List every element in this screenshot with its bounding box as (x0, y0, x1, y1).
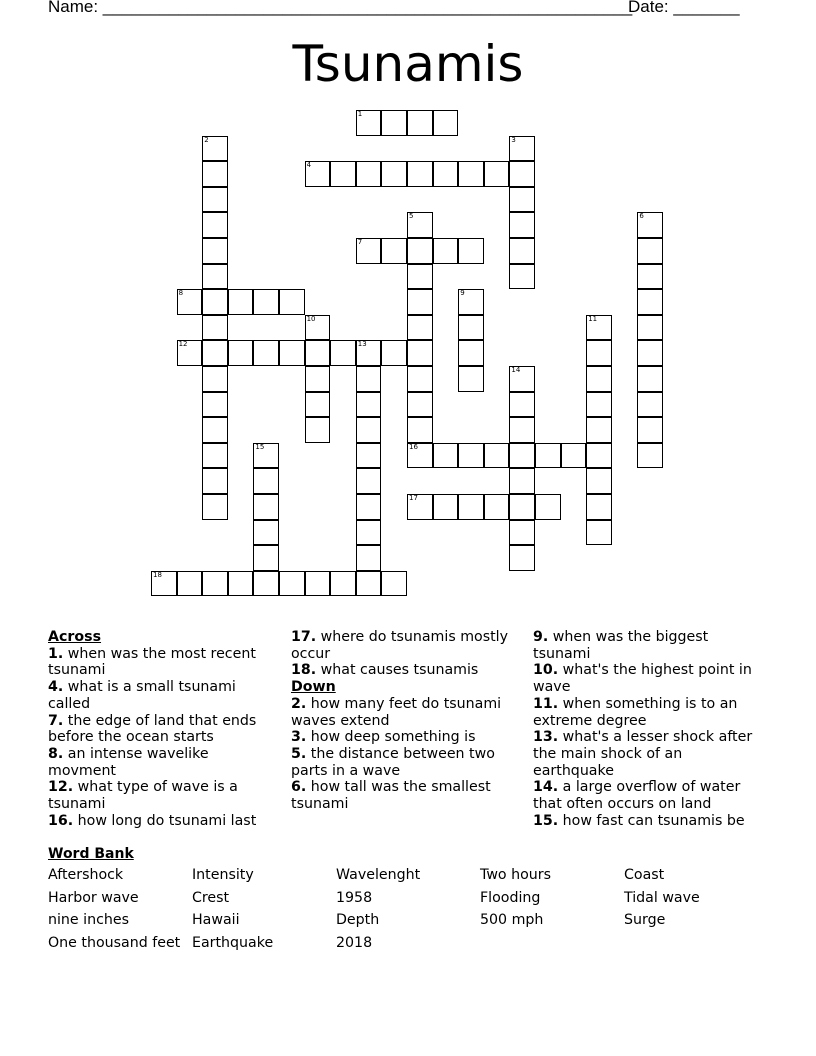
word-bank-item: Intensity (192, 867, 254, 883)
clue-down-5 (291, 746, 519, 779)
clue-number-label: 14 (511, 366, 521, 374)
crossword-cell[interactable] (253, 494, 279, 520)
crossword-cell[interactable] (458, 443, 484, 469)
crossword-cell[interactable] (305, 417, 331, 443)
crossword-cell[interactable] (356, 545, 382, 571)
crossword-cell[interactable] (202, 315, 228, 341)
clue-number-label: 3 (511, 135, 516, 144)
clue-number: 5. (291, 745, 307, 762)
crossword-cell[interactable] (407, 494, 433, 520)
clue-across-18 (291, 662, 519, 679)
crossword-cell[interactable] (407, 392, 433, 418)
clue-number-label: 18 (153, 570, 162, 579)
crossword-cell[interactable] (637, 264, 663, 290)
crossword-cell[interactable] (407, 110, 433, 136)
crossword-cell[interactable] (356, 366, 382, 392)
crossword-cell[interactable] (228, 289, 254, 315)
crossword-cell[interactable] (381, 340, 407, 366)
clue-text: how long do tsunami last (73, 812, 257, 829)
crossword-cell[interactable] (561, 443, 587, 469)
clue-number: 16. (48, 812, 74, 829)
clue-number: 6. (291, 779, 307, 796)
clue-text: what type of wave is a tsunami (48, 779, 238, 813)
crossword-cell[interactable] (484, 443, 510, 469)
clue-text: how fast can tsunamis be (558, 812, 745, 829)
crossword-cell[interactable] (637, 238, 663, 264)
crossword-cell[interactable] (279, 571, 305, 597)
clue-number: 2. (291, 695, 307, 712)
clue-number: 9. (533, 629, 549, 645)
crossword-cell[interactable] (381, 110, 407, 136)
crossword-cell[interactable] (458, 238, 484, 264)
word-bank-title: Word Bank (48, 846, 134, 862)
crossword-cell[interactable] (305, 340, 331, 366)
crossword-cell[interactable] (586, 520, 612, 546)
clue-text: the edge of land that ends before the ocean starts (48, 712, 257, 746)
clue-across-4 (48, 679, 276, 712)
crossword-cell[interactable] (586, 315, 612, 341)
word-bank-item: Aftershock (48, 867, 124, 883)
crossword-cell[interactable] (202, 417, 228, 443)
crossword-cell[interactable] (202, 392, 228, 418)
crossword-cell[interactable] (305, 161, 331, 187)
crossword-cell[interactable] (381, 238, 407, 264)
clue-down-13 (533, 729, 765, 779)
crossword-cell[interactable] (535, 494, 561, 520)
crossword-cell[interactable] (356, 520, 382, 546)
crossword-cell[interactable] (253, 520, 279, 546)
clue-number: 14. (533, 779, 559, 796)
crossword-cell[interactable] (458, 366, 484, 392)
crossword-cell[interactable] (637, 212, 663, 238)
clues-column-3 (533, 629, 765, 829)
clue-text: when was the most recent tsunami (48, 645, 256, 679)
crossword-cell[interactable] (305, 392, 331, 418)
crossword-cell[interactable] (253, 545, 279, 571)
crossword-cell[interactable] (586, 392, 612, 418)
crossword-cell[interactable] (253, 340, 279, 366)
clue-down-14 (533, 779, 765, 812)
crossword-cell[interactable] (202, 264, 228, 290)
clue-text: when was the biggest tsunami (533, 629, 709, 662)
clue-number-label: 11 (588, 314, 598, 323)
crossword-cell[interactable] (202, 340, 228, 366)
crossword-cell[interactable] (509, 161, 535, 187)
clue-number-label: 4 (306, 161, 312, 170)
word-bank-item: Tidal wave (624, 889, 700, 906)
crossword-cell[interactable] (356, 110, 382, 136)
crossword-cell[interactable] (484, 494, 510, 520)
crossword-cell[interactable] (305, 366, 331, 392)
word-bank-item: Harbor wave (48, 889, 139, 906)
crossword-cell[interactable] (228, 340, 254, 366)
word-bank (48, 867, 768, 952)
crossword-cell[interactable] (407, 238, 433, 264)
crossword-cell[interactable] (356, 161, 382, 187)
clue-number: 15. (533, 812, 559, 829)
clue-down-15 (533, 813, 765, 830)
crossword-cell[interactable] (433, 110, 459, 136)
clue-number-label: 1 (357, 110, 363, 118)
clue-number-label: 16 (409, 442, 418, 451)
crossword-cell[interactable] (407, 366, 433, 392)
crossword-cell[interactable] (509, 520, 535, 546)
crossword-cell[interactable] (202, 366, 228, 392)
crossword-cell[interactable] (407, 212, 433, 238)
crossword-cell[interactable] (586, 417, 612, 443)
crossword-cell[interactable] (509, 212, 535, 238)
word-bank-item: Depth (336, 912, 380, 929)
crossword-cell[interactable] (509, 136, 535, 162)
clue-number-label: 8 (178, 289, 184, 298)
crossword-cell[interactable] (637, 315, 663, 341)
crossword-cell[interactable] (151, 571, 177, 597)
clue-across-1 (48, 646, 276, 679)
crossword-cell[interactable] (177, 289, 203, 315)
crossword-cell[interactable] (356, 238, 382, 264)
crossword-cell[interactable] (509, 417, 535, 443)
clue-across-7 (48, 713, 276, 746)
clue-number: 11. (533, 695, 559, 712)
clue-number: 13. (533, 729, 559, 746)
word-bank-item: Hawaii (192, 912, 240, 929)
crossword-cell[interactable] (202, 136, 228, 162)
name-field-label: Name: ________________________________________________________ (48, 0, 633, 16)
word-bank-item: Flooding (480, 889, 541, 906)
across-heading: Across (48, 629, 102, 645)
crossword-cell[interactable] (637, 392, 663, 418)
word-bank-item: nine inches (48, 912, 130, 929)
crossword-cell[interactable] (356, 571, 382, 597)
clue-text: how many feet do tsunami waves extend (291, 695, 502, 729)
crossword-cell[interactable] (177, 571, 203, 597)
crossword-cell[interactable] (458, 340, 484, 366)
crossword-cell[interactable] (202, 289, 228, 315)
crossword-cell[interactable] (305, 315, 331, 341)
crossword-cell[interactable] (433, 161, 459, 187)
clue-text: what's a lesser shock after the main shock of an earthquake (533, 729, 753, 779)
crossword-cell[interactable] (433, 238, 459, 264)
word-bank-item: Coast (624, 867, 665, 883)
clue-number: 10. (533, 662, 559, 679)
crossword-cell[interactable] (458, 161, 484, 187)
clue-down-11 (533, 696, 765, 729)
crossword-cell[interactable] (458, 494, 484, 520)
crossword-cell[interactable] (356, 417, 382, 443)
crossword-cell[interactable] (586, 443, 612, 469)
crossword-cell[interactable] (253, 289, 279, 315)
crossword-cell[interactable] (202, 443, 228, 469)
crossword-cell[interactable] (202, 161, 228, 187)
clue-down-2 (291, 696, 519, 729)
crossword-cell[interactable] (330, 161, 356, 187)
crossword-cell[interactable] (509, 545, 535, 571)
crossword-cell[interactable] (279, 340, 305, 366)
clue-number-label: 12 (178, 340, 188, 349)
clue-number: 7. (48, 712, 64, 729)
clue-down-9 (533, 629, 765, 662)
crossword-cell[interactable] (330, 571, 356, 597)
clue-number: 8. (48, 745, 64, 762)
crossword-cell[interactable] (356, 468, 382, 494)
word-bank-item: 1958 (336, 889, 373, 906)
clues-column-1 (48, 629, 276, 829)
clue-number-label: 15 (255, 442, 265, 451)
word-bank-item: One thousand feet (48, 934, 181, 951)
crossword-cell[interactable] (228, 571, 254, 597)
clue-down-10 (533, 662, 765, 695)
clue-down-3 (291, 729, 519, 746)
word-bank-item: 500 mph (480, 912, 544, 929)
crossword-cell[interactable] (637, 340, 663, 366)
clue-across-12 (48, 779, 276, 812)
clue-text: what's the highest point in wave (533, 662, 752, 696)
clue-number: 4. (48, 679, 64, 696)
clue-across-17 (291, 629, 519, 662)
clues-column-2 (291, 629, 519, 813)
crossword-cell[interactable] (202, 494, 228, 520)
crossword-cell[interactable] (356, 494, 382, 520)
clue-across-8 (48, 746, 276, 779)
crossword-cell[interactable] (509, 238, 535, 264)
word-bank-item: Earthquake (192, 934, 274, 951)
crossword-cell[interactable] (202, 571, 228, 597)
clue-text: a large overflow of water that often occurs on land (533, 779, 741, 813)
date-field-label: Date: _______ (628, 0, 740, 16)
clue-text: what causes tsunamis (316, 662, 479, 679)
crossword-cell[interactable] (330, 340, 356, 366)
crossword-cell[interactable] (433, 494, 459, 520)
crossword-cell[interactable] (356, 443, 382, 469)
crossword-cell[interactable] (305, 571, 331, 597)
crossword-cell[interactable] (202, 468, 228, 494)
crossword-cell[interactable] (202, 238, 228, 264)
crossword-cell[interactable] (484, 161, 510, 187)
clue-number-label: 9 (460, 289, 465, 298)
crossword-cell[interactable] (509, 366, 535, 392)
clue-text: the distance between two parts in a wave (291, 745, 495, 779)
crossword-cell[interactable] (407, 161, 433, 187)
clue-number-label: 10 (306, 314, 316, 323)
clue-number-label: 13 (357, 340, 367, 349)
crossword-cell[interactable] (433, 443, 459, 469)
clue-text: where do tsunamis mostly occur (291, 629, 509, 662)
crossword-cell[interactable] (509, 494, 535, 520)
crossword-cell[interactable] (356, 392, 382, 418)
crossword-cell[interactable] (637, 443, 663, 469)
crossword-cell[interactable] (407, 443, 433, 469)
clue-across-16 (48, 813, 276, 830)
page-title: Tsunamis (292, 35, 524, 93)
clue-number: 17. (291, 629, 317, 645)
crossword-cell[interactable] (407, 315, 433, 341)
clue-number-label: 2 (204, 135, 209, 144)
crossword-cell[interactable] (407, 417, 433, 443)
crossword-cell[interactable] (586, 366, 612, 392)
clue-number: 1. (48, 645, 64, 662)
crossword-cell[interactable] (535, 443, 561, 469)
word-bank-item: 2018 (336, 934, 373, 951)
crossword-cell[interactable] (509, 187, 535, 213)
clue-text: how deep something is (306, 729, 476, 746)
clue-text: what is a small tsunami called (48, 679, 236, 712)
clue-number: 12. (48, 779, 74, 796)
clue-text: when something is to an extreme degree (533, 695, 738, 729)
crossword-cell[interactable] (458, 315, 484, 341)
crossword-cell[interactable] (407, 340, 433, 366)
crossword-cell[interactable] (586, 494, 612, 520)
down-heading: Down (291, 679, 336, 696)
crossword-cell[interactable] (407, 264, 433, 290)
clue-number-label: 6 (639, 212, 644, 221)
clue-text: how tall was the smallest tsunami (291, 779, 491, 813)
crossword-cell[interactable] (253, 468, 279, 494)
crossword-cell[interactable] (586, 340, 612, 366)
crossword-cell[interactable] (253, 571, 279, 597)
crossword-cell[interactable] (509, 264, 535, 290)
clue-number-label: 5 (409, 212, 414, 221)
word-bank-item: Crest (192, 889, 230, 906)
crossword-cell[interactable] (637, 366, 663, 392)
crossword-cell[interactable] (509, 392, 535, 418)
crossword-cell[interactable] (458, 289, 484, 315)
clue-number-label: 7 (357, 238, 363, 246)
word-bank-item: Wavelenght (336, 867, 421, 883)
crossword-cell[interactable] (586, 468, 612, 494)
word-bank-item: Surge (624, 912, 666, 929)
clue-text: an intense wavelike movment (48, 745, 209, 779)
crossword-cell[interactable] (637, 417, 663, 443)
clue-number-label: 17 (409, 494, 418, 502)
crossword-cell[interactable] (509, 443, 535, 469)
crossword-cell[interactable] (356, 340, 382, 366)
crossword-cell[interactable] (407, 289, 433, 315)
crossword-cell[interactable] (253, 443, 279, 469)
clue-down-6 (291, 779, 519, 812)
crossword-cell[interactable] (177, 340, 203, 366)
word-bank-item: Two hours (480, 867, 551, 883)
crossword-cell[interactable] (279, 289, 305, 315)
crossword-cell[interactable] (202, 212, 228, 238)
crossword-cell[interactable] (509, 468, 535, 494)
crossword-cell[interactable] (381, 571, 407, 597)
crossword-cell[interactable] (637, 289, 663, 315)
crossword-cell[interactable] (381, 161, 407, 187)
crossword-cell[interactable] (202, 187, 228, 213)
clue-number: 3. (291, 729, 307, 746)
clue-number: 18. (291, 662, 317, 679)
